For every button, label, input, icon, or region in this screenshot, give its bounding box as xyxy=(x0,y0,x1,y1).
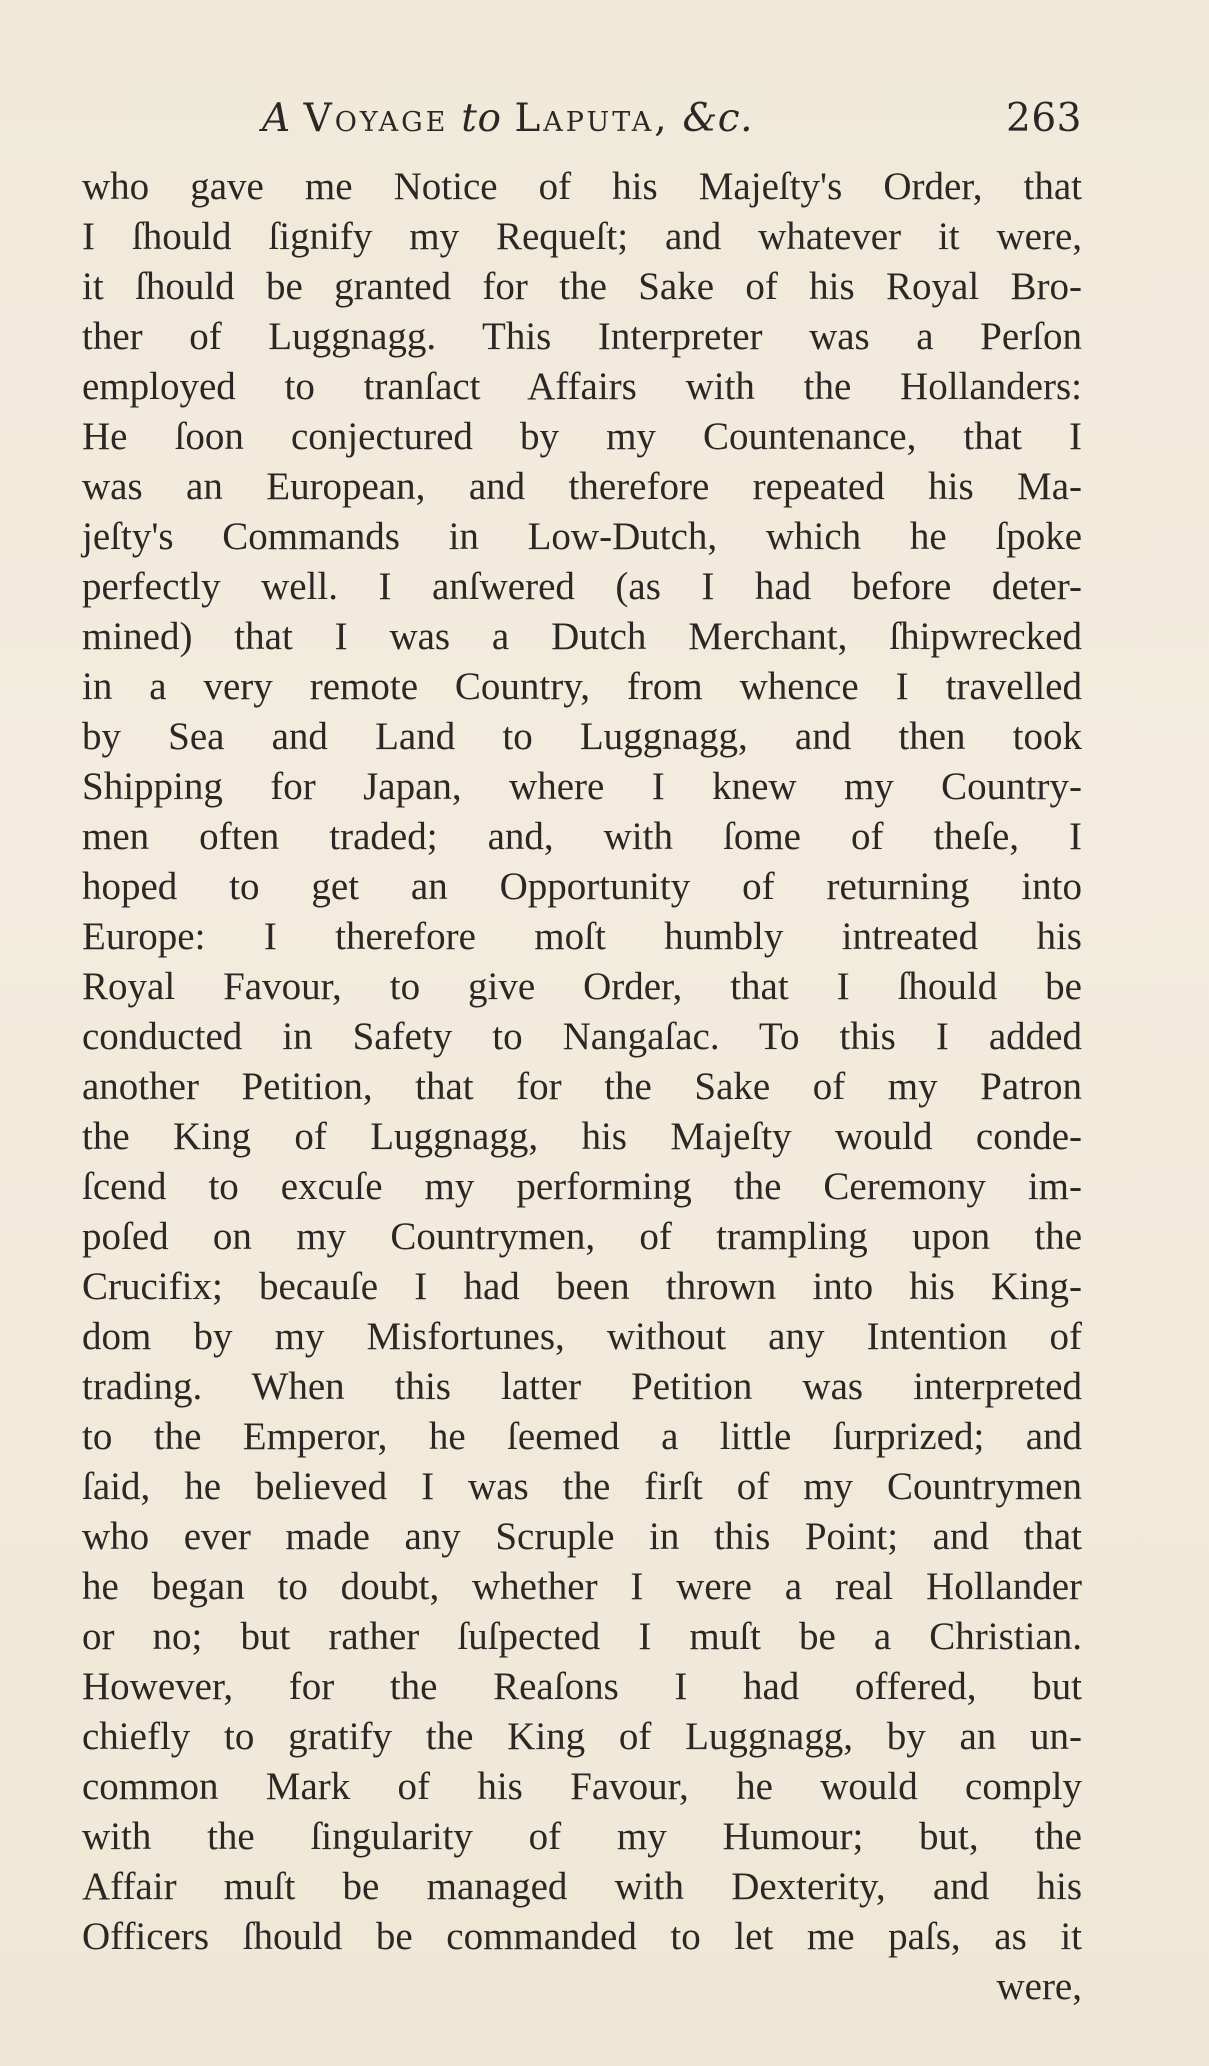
text-line: Royal Favour, to give Order, that I ſhould be xyxy=(82,965,1082,1008)
text-line: Crucifix; becauſe I had been thrown into his King- xyxy=(82,1265,1082,1308)
text-line: to the Emperor, he ſeemed a little ſurprized; and xyxy=(82,1415,1082,1458)
running-head-title xyxy=(262,96,753,141)
text-line: with the ſingularity of my Humour; but, the xyxy=(82,1815,1082,1858)
text-line: Europe: I therefore moſt humbly intreated his xyxy=(82,915,1082,958)
text-line: men often traded; and, with ſome of theſe, I xyxy=(82,815,1082,858)
text-line: was an European, and therefore repeated his Ma- xyxy=(82,465,1082,508)
text-line: poſed on my Countrymen, of trampling upon the xyxy=(82,1215,1082,1258)
text-line: conducted in Safety to Nangaſac. To this I added xyxy=(82,1015,1082,1058)
page-number: 263 xyxy=(1006,96,1082,141)
text-line: it ſhould be granted for the Sake of his Royal Bro- xyxy=(82,265,1082,308)
text-line: ſcend to excuſe my performing the Ceremony im- xyxy=(82,1165,1082,1208)
catchword: were, xyxy=(996,1965,1082,2008)
text-line: dom by my Misfortunes, without any Intention of xyxy=(82,1315,1082,1358)
running-head-etc: &c. xyxy=(682,96,754,141)
text-line: Shipping for Japan, where I knew my Country- xyxy=(82,765,1082,808)
text-line: jeſty's Commands in Low-Dutch, which he ſpoke xyxy=(82,515,1082,558)
text-line: trading. When this latter Petition was interpreted xyxy=(82,1365,1082,1408)
running-head-to: to xyxy=(461,96,502,141)
text-line: who gave me Notice of his Majeſty's Order, that xyxy=(82,165,1082,208)
text-line: employed to tranſact Affairs with the Hollanders: xyxy=(82,365,1082,408)
text-line: He ſoon conjectured by my Countenance, that I xyxy=(82,415,1082,458)
running-head-article: A xyxy=(262,96,291,141)
text-line: who ever made any Scruple in this Point; and that xyxy=(82,1515,1082,1558)
body-text xyxy=(82,162,1082,2012)
text-line: ſaid, he believed I was the firſt of my Countrymen xyxy=(82,1465,1082,1508)
text-line: hoped to get an Opportunity of returning into xyxy=(82,865,1082,908)
text-line: perfectly well. I anſwered (as I had before deter- xyxy=(82,565,1082,608)
text-line: I ſhould ſignify my Requeſt; and whatever it were, xyxy=(82,215,1082,258)
running-head xyxy=(262,96,1082,152)
text-line: in a very remote Country, from whence I travelled xyxy=(82,665,1082,708)
text-line: the King of Luggnagg, his Majeſty would conde- xyxy=(82,1115,1082,1158)
text-line: he began to doubt, whether I were a real Hollander xyxy=(82,1565,1082,1608)
text-line: Affair muſt be managed with Dexterity, and his xyxy=(82,1865,1082,1908)
text-line: another Petition, that for the Sake of my Patron xyxy=(82,1065,1082,1108)
running-head-voyage: Voyage xyxy=(303,96,449,141)
text-line: Officers ſhould be commanded to let me paſs, as it xyxy=(82,1915,1082,1958)
running-head-place: Laputa, xyxy=(514,96,670,141)
text-line: or no; but rather ſuſpected I muſt be a Christian. xyxy=(82,1615,1082,1658)
text-line: However, for the Reaſons I had offered, but xyxy=(82,1665,1082,1708)
text-line: common Mark of his Favour, he would comply xyxy=(82,1765,1082,1808)
text-line: chiefly to gratify the King of Luggnagg, by an un- xyxy=(82,1715,1082,1758)
text-line: by Sea and Land to Luggnagg, and then took xyxy=(82,715,1082,758)
text-line: ther of Luggnagg. This Interpreter was a Perſon xyxy=(82,315,1082,358)
text-line: mined) that I was a Dutch Merchant, ſhipwrecked xyxy=(82,615,1082,658)
